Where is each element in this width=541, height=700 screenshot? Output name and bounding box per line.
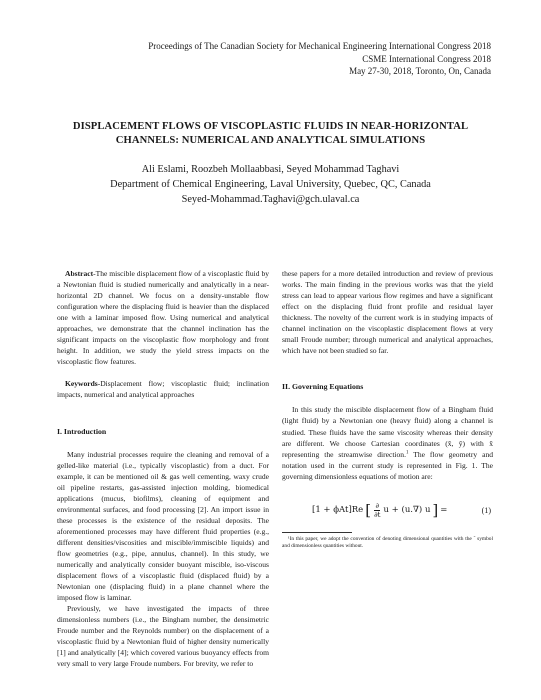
author-names: Ali Eslami, Roozbeh Mollaabbasi, Seyed Mohammad Taghavi [141, 164, 400, 175]
eq-frac-den: ∂t [374, 511, 381, 520]
eq-frac-num: ∂ [375, 502, 380, 511]
keywords-paragraph [57, 378, 269, 400]
intro-paragraph-2-start [57, 603, 269, 669]
footnote: ¹In this paper, we adopt the convention of denoting dimensional quantities with the ˆ symbol and dimensionless quantities without. [282, 535, 493, 549]
title-line-2: CHANNELS: NUMERICAL AND ANALYTICAL SIMULATIONS [115, 135, 426, 146]
abstract-paragraph [57, 268, 269, 367]
abstract-text: -The miscible displacement flow of a viscoplastic fluid by a Newtonian fluid is studied numerically and analytically in a near-horizontal 2D channel. We focus on a density-unstable flow configuration where the displacing fluid is heavier than the displaced one with a laminar imposed flow. Using numerical and analytical approaches, we demonstrate that the channel inclination has the significant impacts on the viscoplastic flow morphology and front height. In addition, we study the yield stress impacts on the viscoplastic flow features. [57, 269, 269, 367]
intro-paragraph-2: Previously, we have investigated the impacts of three dimensionless numbers (i.e., the Bingham number, the densimetric Froude number and the Reynolds number) on the displacement of a viscoplastic fluid by a Newtonian fluid of higher density numerically [1] and analytically [4]; which covered various buoyancy effects from very small to very large Froude numbers. For brevity, we refer to [57, 604, 269, 669]
governing-text-b: The flow geometry and notation used in the current study is represented in Fig. 1. The governing dimensionless equations of motion are: [282, 449, 494, 481]
eq-rest: u + (u.∇) u [383, 505, 431, 516]
governing-heading: II. Governing Equations [282, 382, 364, 392]
intro-paragraph-2-continued: these papers for a more detailed introduction and review of previous works. The main finding in the previous works was that the yield stress can lead to appear various flow regimes and have a significant effect on the displacing fluid front profile and residual layer thickness. The novelty of the current work is in studying impacts of channel inclination on the viscoplastic displacement flows at very small Froude number; through numerical and analytical approaches, which have not been studied so far. [282, 269, 493, 356]
title-line-1: DISPLACEMENT FLOWS OF VISCOPLASTIC FLUIDS IN NEAR-HORIZONTAL [72, 121, 469, 132]
governing-text-a: In this study the miscible displacement flow of a Bingham fluid (light fluid) by a Newtonian one (heavy fluid) along a channel is studied. These fluids have the same viscosity whereas their density are different. We choose Cartesian coordinates (x̂, ŷ) with x̂ representing the streamwise direction. [282, 405, 493, 459]
paper-title [40, 120, 501, 148]
left-column [57, 268, 269, 670]
header-line-2: CSME International Congress 2018 [362, 53, 491, 64]
author-affiliation: Department of Chemical Engineering, Laval University, Quebec, QC, Canada [110, 179, 431, 190]
intro-heading: I. Introduction [57, 426, 107, 436]
governing-paragraph-1 [282, 404, 493, 481]
eq-equals: = [440, 505, 448, 516]
footnote-rule [282, 532, 352, 533]
header-line-1: Proceedings of The Canadian Society for Mechanical Engineering International Congress 2018 [148, 41, 491, 51]
author-block [40, 162, 501, 207]
eq-lhs: [1 + ϕAt]Re [312, 505, 364, 516]
footnote-marker: 1 [405, 450, 409, 456]
header-line-3: May 27-30, 2018, Toronto, On, Canada [349, 66, 491, 76]
proceedings-header [148, 40, 491, 78]
keywords-label: Keywords [65, 379, 98, 389]
author-email: Seyed-Mohammad.Taghavi@gch.ulaval.ca [181, 194, 360, 205]
keywords-text: -Displacement flow; viscoplastic fluid; inclination impacts, numerical and analytical approaches [57, 379, 269, 400]
abstract-label: Abstract [65, 269, 94, 278]
eq-fraction [374, 502, 380, 519]
intro-paragraph-1: Many industrial processes require the cleaning and removal of a gelled-like material (i.e., typically viscoplastic) from a duct. For example, it can be mentioned oil & gas well cementing, waxy crude oil pipeline restarts, gas-assisted injection molding, biomedical applications (mucus, biofilms), cleaning of equipment and environmental surfaces, and food processing [2]. An import issue in these processes is the existence of the residual deposits. The aforementioned processes may have different fluid properties (e.g., different densities/viscosities and miscible/immiscible liquids) and flow geometries (e.g., pipe, annulus, channel). In this study, we numerically and analytically consider buoyant miscible, iso-viscous displacement flows of a viscoplastic fluid (displaced fluid) by a Newtonian one (displacing fluid) in a plane channel where the imposed flow is laminar. [57, 449, 269, 603]
equation-body [312, 502, 447, 519]
equation-number: (1) [481, 506, 491, 516]
eq-bracket-close: ] [432, 501, 439, 520]
right-column [282, 268, 493, 550]
equation-1 [282, 500, 493, 522]
eq-bracket-open: [ [365, 501, 372, 520]
